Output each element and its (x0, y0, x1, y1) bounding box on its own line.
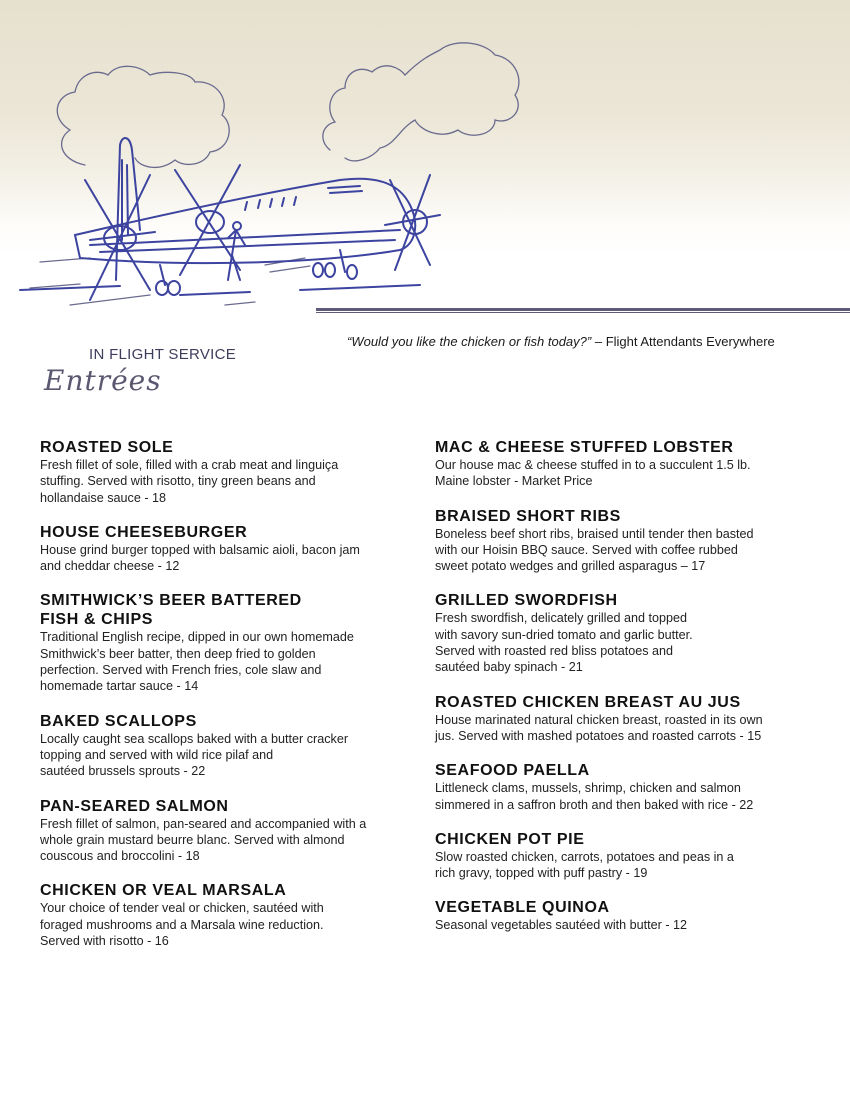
menu-item-baked-scallops (40, 712, 415, 780)
item-name: SMITHWICK’S BEER BATTERED FISH & CHIPS (40, 592, 302, 629)
item-name: MAC & CHEESE STUFFED LOBSTER (435, 439, 734, 456)
item-name: VEGETABLE QUINOA (435, 899, 610, 917)
item-name: SEAFOOD PAELLA (435, 762, 590, 780)
menu-item-roasted-sole (40, 438, 415, 506)
menu-item-vegetable-quinoa (435, 898, 815, 933)
item-description: Fresh fillet of salmon, pan-seared and accompanied with a whole grain mustard beurre blanc. Served with almond couscous and broccolini - 18 (40, 816, 367, 864)
item-name: BRAISED SHORT RIBS (435, 507, 621, 525)
item-name: HOUSE CHEESEBURGER (40, 523, 248, 541)
item-description: House marinated natural chicken breast, roasted in its own jus. Served with mashed potatoes and roasted carrots - 15 (435, 712, 763, 743)
header-quote (347, 334, 827, 349)
item-description: Fresh swordfish, delicately grilled and topped with savory sun-dried tomato and garlic butter. Served with roasted red bliss potatoes and sautéed baby spinach - 21 (435, 611, 693, 675)
item-name: PAN-SEARED SALMON (40, 797, 229, 815)
header-divider (316, 308, 850, 313)
item-name: CHICKEN POT PIE (435, 830, 585, 848)
item-description: Traditional English recipe, dipped in our own homemade Smithwick’s beer batter, then deep fried to golden perfection. Served with French fries, cole slaw and homemade tartar sauce - 14 (40, 630, 354, 694)
menu-item-roasted-chicken (435, 693, 815, 745)
menu-item-marsala (40, 881, 415, 949)
quote-text: “Would you like the chicken or fish today?” (347, 334, 592, 349)
airplane-illustration-icon (0, 0, 560, 320)
section-script-title: Entrées (44, 364, 162, 397)
menu-item-chicken-pot-pie (435, 830, 815, 882)
item-description: Locally caught sea scallops baked with a butter cracker topping and served with wild rice pilaf and sautéed brussels sprouts - 22 (40, 731, 349, 779)
item-description: House grind burger topped with balsamic aioli, bacon jam and cheddar cheese - 12 (40, 542, 360, 574)
item-name: BAKED SCALLOPS (40, 712, 197, 730)
item-name: GRILLED SWORDFISH (435, 592, 618, 610)
item-name: CHICKEN OR VEAL MARSALA (40, 882, 287, 900)
menu-item-braised-short-ribs (435, 507, 815, 575)
menu-item-grilled-swordfish (435, 591, 815, 675)
item-description: Our house mac & cheese stuffed in to a succulent 1.5 lb. Maine lobster - Market Price (435, 458, 751, 489)
menu-item-pan-seared-salmon (40, 797, 415, 865)
menu-item-seafood-paella (435, 761, 815, 813)
item-description: Littleneck clams, mussels, shrimp, chicken and salmon simmered in a saffron broth and then baked with rice - 22 (435, 781, 754, 812)
item-description: Fresh fillet of sole, filled with a crab meat and linguiça stuffing. Served with risotto, tiny green beans and hollandaise sauce - 18 (40, 458, 339, 505)
menu-item-fish-and-chips (40, 591, 415, 694)
item-description: Seasonal vegetables sautéed with butter - 12 (435, 918, 688, 933)
section-title: IN FLIGHT SERVICE (89, 346, 237, 363)
item-name: ROASTED SOLE (40, 439, 174, 456)
menu-item-house-cheeseburger (40, 523, 415, 575)
menu-right-column (435, 438, 815, 951)
menu-item-mac-cheese-lobster (435, 438, 815, 490)
item-description: Slow roasted chicken, carrots, potatoes and peas in a rich gravy, topped with puff pastry - 19 (435, 849, 734, 881)
item-description: Boneless beef short ribs, braised until tender then basted with our Hoisin BBQ sauce. Served with coffee rubbed sweet potato wedges and grilled asparagus – 17 (435, 526, 754, 574)
item-name: ROASTED CHICKEN BREAST AU JUS (435, 693, 741, 711)
menu-left-column (40, 438, 415, 966)
item-description: Your choice of tender veal or chicken, sautéed with foraged mushrooms and a Marsala wine reduction. Served with risotto - 16 (40, 901, 324, 949)
quote-attribution: – Flight Attendants Everywhere (591, 334, 775, 349)
